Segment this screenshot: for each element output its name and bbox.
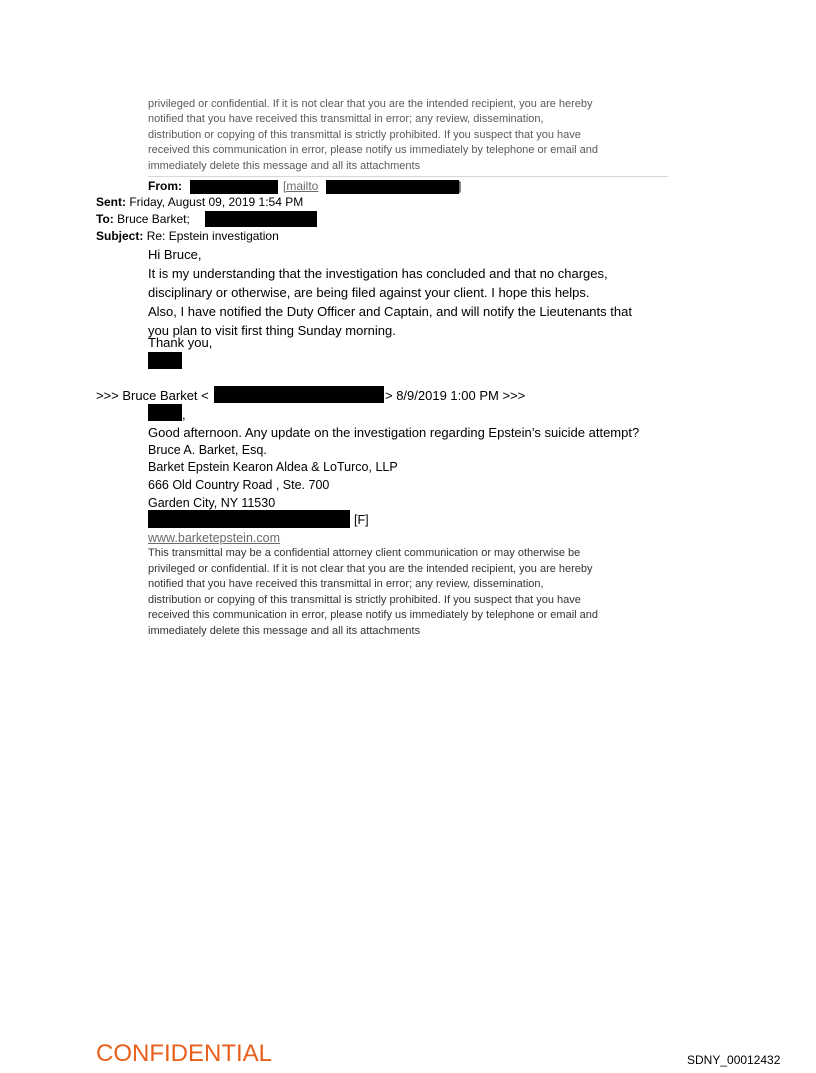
redaction-box bbox=[214, 386, 384, 403]
disclaimer-line: privileged or confidential. If it is not clear that you are the intended recipient, you are hereby bbox=[148, 98, 593, 110]
disclaimer-line: received this communication in error, please notify us immediately by telephone or email and bbox=[148, 609, 599, 621]
quoted-header-suffix: > 8/9/2019 1:00 PM >>> bbox=[385, 388, 526, 403]
redaction-box bbox=[205, 211, 317, 227]
disclaimer-line: notified that you have received this transmittal in error; any review, dissemination, bbox=[148, 578, 544, 590]
body-line: disciplinary or otherwise, are being filed against your client. I hope this helps. bbox=[148, 285, 590, 300]
quoted-message-text: Good afternoon. Any update on the investigation regarding Epstein’s suicide attempt? bbox=[148, 425, 640, 440]
quoted-header-prefix: >>> Bruce Barket < bbox=[96, 388, 209, 403]
sent-value: Friday, August 09, 2019 1:54 PM bbox=[129, 195, 304, 209]
disclaimer-line: notified that you have received this transmittal in error; any review, dissemination, bbox=[148, 113, 544, 125]
disclaimer-line: distribution or copying of this transmittal is strictly prohibited. If you suspect that you have bbox=[148, 129, 581, 141]
greeting-comma: , bbox=[182, 407, 186, 422]
signature-line: 666 Old Country Road , Ste. 700 bbox=[148, 478, 330, 492]
divider bbox=[148, 176, 668, 177]
disclaimer-line: immediately delete this message and all its attachments bbox=[148, 625, 421, 637]
body-line: It is my understanding that the investigation has concluded and that no charges, bbox=[148, 266, 608, 281]
to-value: Bruce Barket; bbox=[117, 212, 190, 226]
disclaimer-line: distribution or copying of this transmittal is strictly prohibited. If you suspect that you have bbox=[148, 594, 581, 606]
signature-line: Bruce A. Barket, Esq. bbox=[148, 443, 267, 457]
subject-value: Re: Epstein investigation bbox=[146, 229, 279, 243]
mailto-close: ] bbox=[458, 179, 462, 193]
body-line: Also, I have notified the Duty Officer and Captain, and will notify the Lieutenants that bbox=[148, 304, 632, 319]
disclaimer-line: received this communication in error, please notify us immediately by telephone or email and bbox=[148, 144, 599, 156]
body-line: you plan to visit first thing Sunday morning. bbox=[148, 323, 396, 338]
redaction-box bbox=[326, 179, 462, 194]
disclaimer-line: This transmittal may be a confidential attorney client communication or may otherwise be bbox=[148, 547, 581, 559]
fax-label: [F] bbox=[354, 513, 369, 527]
bates-number: SDNY_00012432 bbox=[687, 1053, 781, 1067]
redaction-box bbox=[190, 180, 278, 194]
to-line: To: Bruce Barket; bbox=[96, 212, 190, 226]
disclaimer-line: privileged or confidential. If it is not clear that you are the intended recipient, you are hereby bbox=[148, 563, 593, 575]
mailto-link[interactable]: [mailto bbox=[283, 179, 319, 193]
redaction-box bbox=[148, 510, 350, 528]
redaction-box bbox=[148, 404, 182, 421]
body-line: Thank you, bbox=[148, 335, 213, 350]
body-line: Hi Bruce, bbox=[148, 247, 202, 262]
signature-line: Barket Epstein Kearon Aldea & LoTurco, LLP bbox=[148, 460, 398, 474]
subject-line: Subject: Re: Epstein investigation bbox=[96, 229, 279, 243]
website-link[interactable]: www.barketepstein.com bbox=[148, 531, 281, 545]
sent-line: Sent: Friday, August 09, 2019 1:54 PM bbox=[96, 195, 304, 209]
redaction-box bbox=[148, 352, 182, 369]
disclaimer-line: immediately delete this message and all its attachments bbox=[148, 160, 421, 172]
confidential-stamp: CONFIDENTIAL bbox=[96, 1040, 273, 1067]
from-label: From: bbox=[148, 179, 182, 193]
signature-line: Garden City, NY 11530 bbox=[148, 496, 276, 510]
